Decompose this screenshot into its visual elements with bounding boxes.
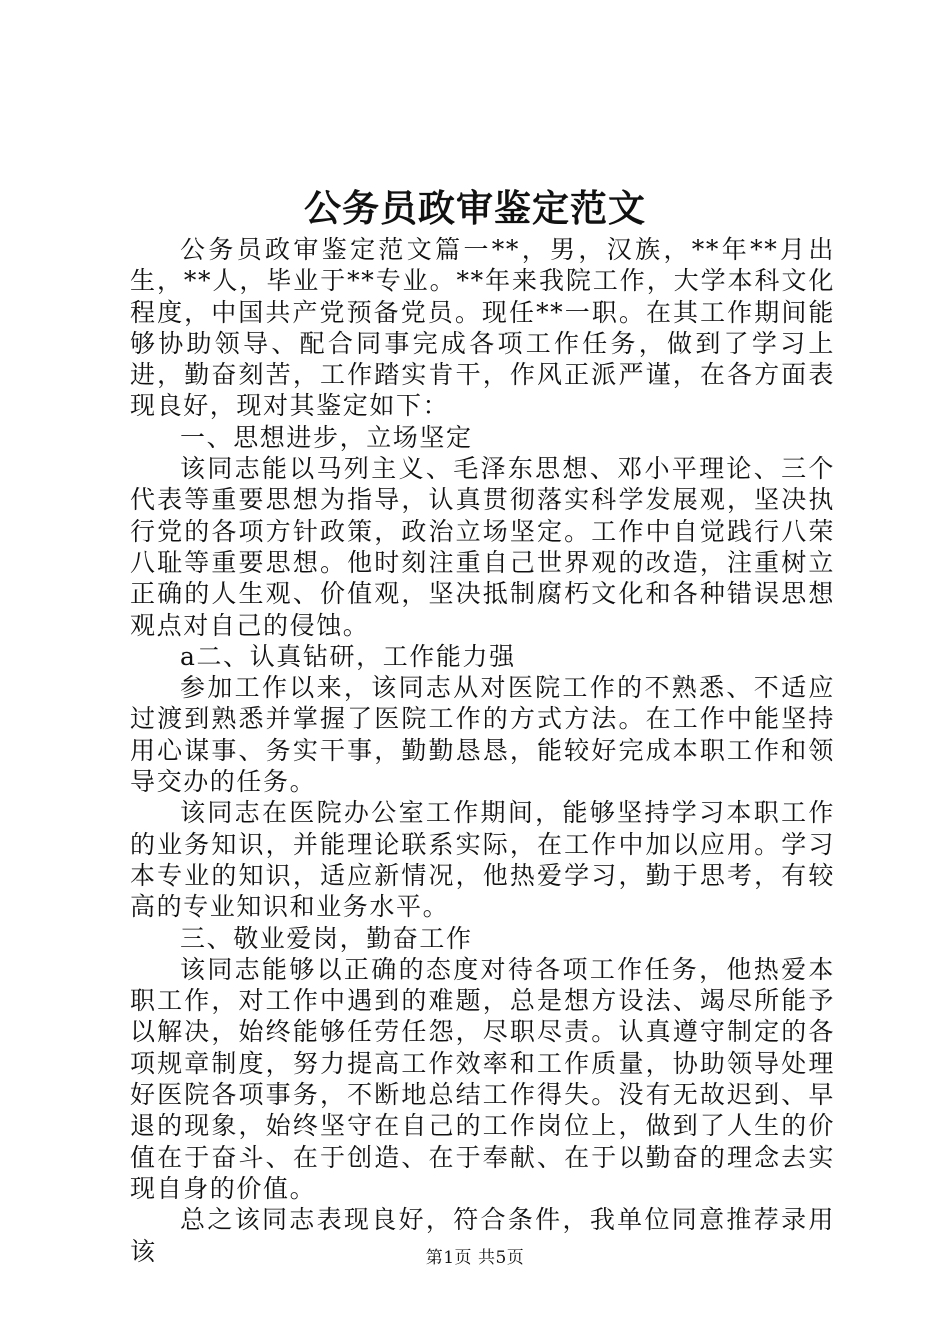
document-body	[130, 234, 835, 1267]
section-2-paragraph-2: 该同志在医院办公室工作期间，能够坚持学习本职工作的业务知识，并能理论联系实际，在工作中加以应用。学习本专业的知识，适应新情况，他热爱学习，勤于思考，有较高的专业知识和业务水平。	[130, 798, 835, 922]
section-heading-1: 一、思想进步，立场坚定	[180, 422, 473, 452]
section-3-paragraph: 该同志能够以正确的态度对待各项工作任务，他热爱本职工作，对工作中遇到的难题，总是想方设法、竭尽所能予以解决，始终能够任劳任怨，尽职尽责。认真遵守制定的各项规章制度，努力提高工作效率和工作质量，协助领导处理好医院各项事务，不断地总结工作得失。没有无故迟到、早退的现象，始终坚守在自己的工作岗位上，做到了人生的价值在于奋斗、在于创造、在于奉献、在于以勤奋的理念去实现自身的价值。	[130, 954, 835, 1203]
section-2-paragraph-1: 参加工作以来，该同志从对医院工作的不熟悉、不适应过渡到熟悉并掌握了医院工作的方式方法。在工作中能坚持用心谋事、务实干事，勤勤恳恳，能较好完成本职工作和领导交办的任务。	[130, 673, 835, 797]
conclusion-paragraph: 总之该同志表现良好，符合条件，我单位同意推荐录用该	[130, 1205, 835, 1266]
page-footer: 第1页 共5页	[425, 1248, 525, 1268]
section-heading-2: a二、认真钻研，工作能力强	[180, 641, 516, 671]
section-heading-3: 三、敬业爱岗，勤奋工作	[180, 923, 473, 953]
document-title: 公务员政审鉴定范文	[304, 186, 646, 230]
section-1-paragraph: 该同志能以马列主义、毛泽东思想、邓小平理论、三个代表等重要思想为指导，认真贯彻落实科学发展观，坚决执行党的各项方针政策，政治立场坚定。工作中自觉践行八荣八耻等重要思想。他时刻注重自己世界观的改造，注重树立正确的人生观、价值观，坚决抵制腐朽文化和各种错误思想观点对自己的侵蚀。	[130, 454, 835, 640]
intro-paragraph: 公务员政审鉴定范文篇一**，男，汉族，**年**月出生，**人，毕业于**专业。**年来我院工作，大学本科文化程度，中国共产党预备党员。现任**一职。在其工作期间能够协助领导、配合同事完成各项工作任务，做到了学习上进，勤奋刻苦，工作踏实肯干，作风正派严谨，在各方面表现良好，现对其鉴定如下：	[130, 235, 835, 421]
